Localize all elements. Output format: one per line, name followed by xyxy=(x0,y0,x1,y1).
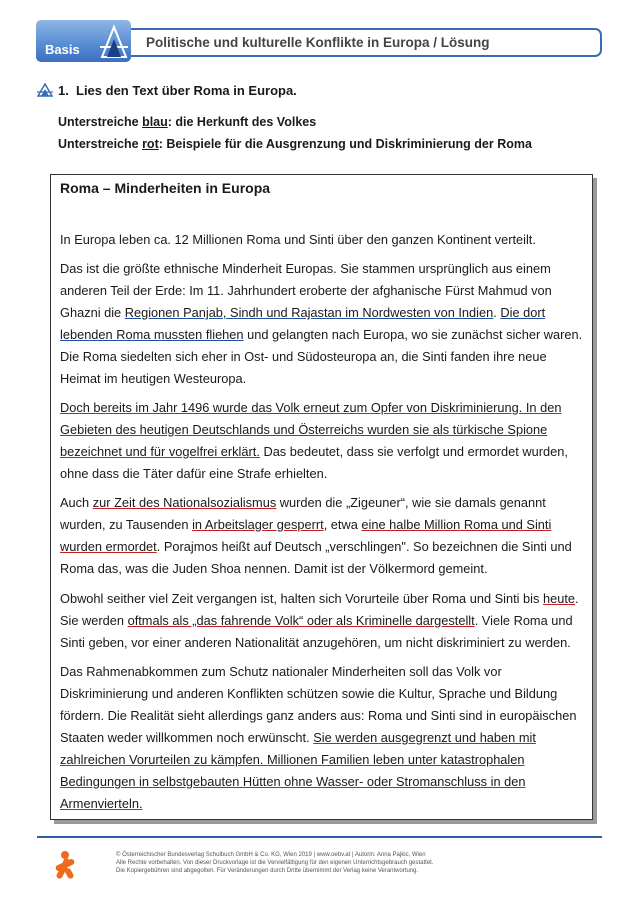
instruction-suffix: : die Herkunft des Volkes xyxy=(167,115,317,129)
text-segment: Obwohl seither viel Zeit vergangen ist, halten sich Vorurteile über Roma und Sinti bis xyxy=(60,591,543,606)
instruction-color-word: blau xyxy=(142,115,168,129)
text-segment: . Viele Roma und Sinti geben, vor einer anderen Nationalität anzugehören, um nicht diskriminiert zu werden. xyxy=(60,613,573,650)
footer-copyright xyxy=(116,851,434,875)
paragraph-1: In Europa leben ca. 12 Millionen Roma und Sinti über den ganzen Kontinent verteilt. xyxy=(60,232,536,247)
text-segment: Das ist die größte ethnische Minderheit Europas. Sie stammen ursprünglich aus einem anderen Teil der Erde: Im 11. Jahrhundert eroberte der afghanische Fürst Mahmud von Ghazni die xyxy=(60,261,552,320)
underline-red: Sie werden ausgegrenzt und haben mit zahlreichen Vorurteilen zu kämpfen. Millionen Familien leben unter katastrophalen Bedingungen in selbstgebauten Hütten ohne Wasser- oder Stromanschluss in den Armenvierteln. xyxy=(60,730,536,811)
text-segment: wurden die „Zigeuner“, wie sie damals genannt wurden, zu Tausenden xyxy=(60,495,546,532)
underline-red: heute xyxy=(542,591,576,606)
footer-line-3: Die Kopiergebühren sind abgegolten. Für Veränderungen durch Dritte übernimmt der Verlag keine Verantwortung. xyxy=(116,868,419,874)
paragraph-3 xyxy=(60,397,590,485)
footer-line-1: © Österreichischer Bundesverlag Schulbuch GmbH & Co. KG, Wien 2019 | www.oebv.at | Autorin: Anna Pajkic, Wien xyxy=(116,852,426,858)
paragraph-2 xyxy=(60,258,590,390)
text-segment: Das Rahmenabkommen zum Schutz nationaler Minderheiten soll das Volk vor Diskriminierung und anderen Konflikten schützen sowie die Kultur, Sprache und Bildung fördern. Die Realität sieht allerdings ganz anders aus: Roma und Sinti sind in europäischen Staaten weder willkommen noch erwünscht. xyxy=(60,664,577,745)
article-title: Roma – Minderheiten in Europa xyxy=(60,180,271,196)
task-level-icon xyxy=(37,83,53,97)
instruction-suffix: : Beispiele für die Ausgrenzung und Diskriminierung der Roma xyxy=(158,137,532,151)
instruction-prefix: Unterstreiche xyxy=(58,115,143,129)
instruction-prefix: Unterstreiche xyxy=(58,137,143,151)
text-segment: Das bedeutet, dass sie verfolgt und ermordet wurden, ohne dass die Täter dafür eine Strafe erhielten. xyxy=(60,444,568,481)
footer-divider xyxy=(37,836,602,838)
text-segment: . xyxy=(493,305,501,320)
underline-red: zur Zeit des Nationalsozialismus xyxy=(92,495,277,510)
underline-red: in Arbeitslager gesperrt xyxy=(192,517,324,532)
instruction-blue xyxy=(58,115,316,129)
underline-blue: Die dort lebenden Roma mussten fliehen xyxy=(60,305,546,342)
text-segment: . Sie werden xyxy=(60,591,579,628)
task-number: 1. xyxy=(58,83,69,98)
publisher-logo-icon xyxy=(52,850,78,880)
paragraph-6 xyxy=(60,661,590,815)
underline-red: Doch bereits im Jahr 1496 wurde das Volk erneut zum Opfer von Diskriminierung. In den Gebieten des heutigen Deutschlands und Österreichs wurden sie als türkische Spione bezeichnet und für vogelfrei erklärt. xyxy=(60,400,562,459)
task-text: Lies den Text über Roma in Europa. xyxy=(76,83,297,98)
paragraph-4 xyxy=(60,492,590,580)
page-title: Politische und kulturelle Konflikte in Europa / Lösung xyxy=(146,35,490,50)
underline-red: oftmals als „das fahrende Volk“ oder als Kriminelle dargestellt xyxy=(127,613,475,628)
footer-line-2: Alle Rechte vorbehalten. Von dieser Druckvorlage ist die Vervielfältigung für den eigenen Unterrichtsgebrauch gestattet. xyxy=(116,860,434,866)
paragraph-5 xyxy=(60,588,590,654)
underline-red: eine halbe Million Roma und Sinti wurden ermordet xyxy=(60,517,552,554)
text-segment: , etwa xyxy=(323,517,362,532)
instruction-red xyxy=(58,137,532,151)
underline-blue: Regionen Panjab, Sindh und Rajastan im Nordwesten von Indien xyxy=(124,305,494,320)
basis-logo xyxy=(36,20,131,62)
level-triangle-icon xyxy=(98,23,130,59)
text-segment: und gelangten nach Europa, wo sie zunächst sicher waren. Die Roma siedelten sich eher in Ost- und Südosteuropa an, die Sinti fanden ihre neue Heimat im heutigen Westeuropa. xyxy=(60,327,583,386)
text-segment: . Porajmos heißt auf Deutsch „verschlingen". So bezeichnen die Sinti und Roma das, was die Juden Shoa nennen. Damit ist der Völkermord gemeint. xyxy=(60,539,572,576)
text-segment: Auch xyxy=(60,495,93,510)
instruction-color-word: rot xyxy=(142,137,159,151)
logo-label: Basis xyxy=(45,42,80,57)
